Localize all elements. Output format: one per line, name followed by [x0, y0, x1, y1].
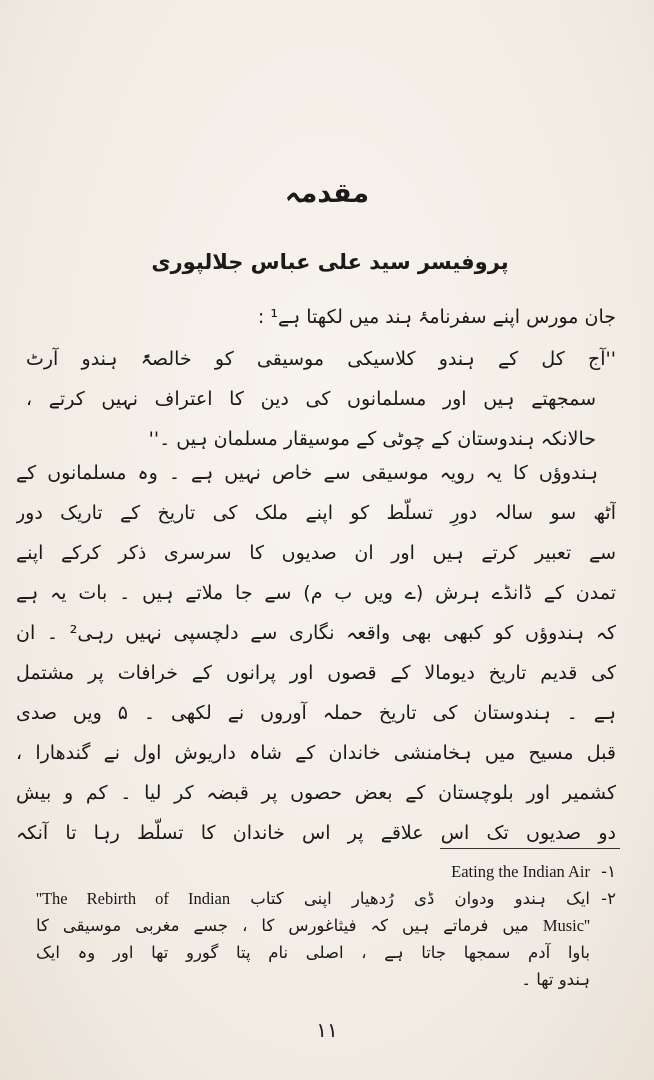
- intro-line: جان مورس اپنے سفرنامۂ ہند میں لکھتا ہے¹ :: [257, 306, 616, 328]
- body-line: کشمیر اور بلوچستان کے بعض حصوں پر قبضہ کر لیا ۔ کم و بیش: [16, 782, 616, 804]
- footnote-text: ہندو تھا ۔: [521, 970, 590, 989]
- footnote-number: ۲-: [601, 889, 616, 908]
- body-line: قبل مسیح میں ہخامنشی خاندان کے شاہ داریوش اول نے گندھارا ،: [16, 742, 616, 764]
- quote-paragraph: [26, 339, 616, 459]
- page-number: ۱۱: [316, 1018, 338, 1042]
- body-line: آٹھ سو سالہ دورِ تسلّط کو اپنے ملک کی تاریخ کے تاریک دور: [16, 502, 616, 524]
- footnote-text: Eating the Indian Air: [451, 862, 590, 881]
- author-name: پروفیسر سید علی عباس جلالپوری: [151, 250, 509, 274]
- body-line: کہ ہندوؤں کو کبھی بھی واقعہ نگاری سے دلچسپی نہیں رہی² ۔ ان: [16, 622, 616, 644]
- body-line: ہندوؤں کا یہ رویہ موسیقی سے خاص نہیں ہے ۔ وہ مسلمانوں کے: [16, 462, 598, 484]
- quote-line: حالانکہ ہندوستان کے چوٹی کے موسیقار مسلمان ہیں ۔'': [148, 428, 596, 450]
- footnote-text: باوا آدم سمجھا جاتا ہے ، اصلی نام پتا گورو تھا اور وہ ایک: [36, 943, 590, 962]
- quote-line: سمجھتے ہیں اور مسلمانوں کی دین کا اعتراف نہیں کرتے ،: [26, 388, 596, 410]
- body-paragraph: [16, 453, 616, 853]
- footnotes: [36, 858, 616, 993]
- footnote-1: [36, 858, 616, 885]
- page-title: مقدمہ: [284, 178, 370, 209]
- footnote-book-title: Music'': [542, 916, 590, 935]
- intro-paragraph: [36, 297, 616, 337]
- body-line: کی قدیم تاریخ دیومالا کے قصوں اور پرانوں کے خرافات پر مشتمل: [16, 662, 616, 684]
- footnote-2: [36, 885, 616, 993]
- body-line: تمدن کے ڈانڈے ہرش (ے ویں ب م) سے جا ملاتے ہیں ۔ بات یہ ہے: [16, 582, 616, 604]
- footnote-divider: [440, 848, 620, 849]
- body-line: ہے ۔ ہندوستان کی تاریخ حملہ آوروں نے لکھی ۔ ۵ ویں صدی: [16, 702, 616, 724]
- quote-line: ''آج کل کے ہندو کلاسیکی موسیقی کو خالصۃً ہندو آرٹ: [26, 348, 616, 370]
- footnote-book-title: ''The Rebirth of Indian: [36, 889, 231, 908]
- footnote-text: ایک ہندو ودوان ڈی رُدھیار اپنی کتاب: [250, 889, 590, 908]
- footnote-text: میں فرماتے ہیں کہ فیثاغورس کا ، جسے مغربی موسیقی کا: [36, 916, 529, 935]
- body-line: دو صدیوں تک اس علاقے پر اس خاندان کا تسلّط رہا تا آنکہ: [16, 822, 616, 844]
- body-line: سے تعبیر کرتے ہیں اور ان صدیوں کا سرسری ذکر کرکے اپنے: [16, 542, 616, 564]
- footnote-number: ۱-: [601, 862, 616, 881]
